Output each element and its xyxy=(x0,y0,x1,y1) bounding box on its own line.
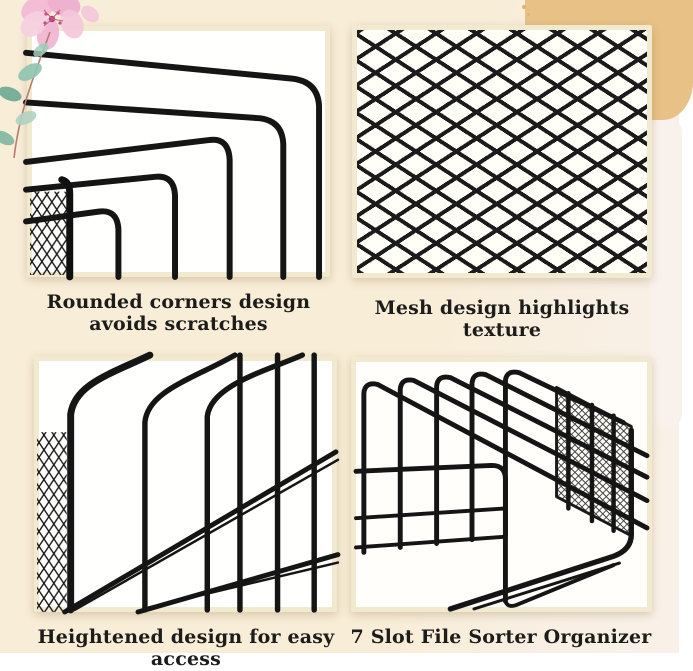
panel-rounded-corners xyxy=(27,26,330,277)
caption-line: avoids scratches xyxy=(89,313,268,336)
mesh-patch xyxy=(30,192,71,275)
panel-product-overview xyxy=(351,357,652,612)
file-sorter-photo xyxy=(356,362,647,607)
caption-line: Rounded corners design xyxy=(46,291,311,313)
mesh-texture-photo xyxy=(357,30,647,273)
tall-wire-frame-photo xyxy=(39,361,332,607)
mesh-patch xyxy=(37,432,67,612)
rounded-corner-wires-photo xyxy=(32,31,325,272)
gold-speck-decoration xyxy=(522,5,526,9)
panel-heightened-design xyxy=(34,356,337,612)
soft-highlight-band xyxy=(650,118,682,428)
caption-heightened-design: Heightened design for easy access xyxy=(37,626,335,671)
caption-rounded-corners xyxy=(22,291,335,336)
panel-mesh-texture xyxy=(352,25,652,278)
caption-product-title: 7 Slot File Sorter Organizer xyxy=(350,626,652,648)
flower-center xyxy=(43,10,63,26)
caption-mesh-texture: Mesh design highlights texture xyxy=(374,297,630,342)
gold-speck-decoration xyxy=(527,13,530,16)
